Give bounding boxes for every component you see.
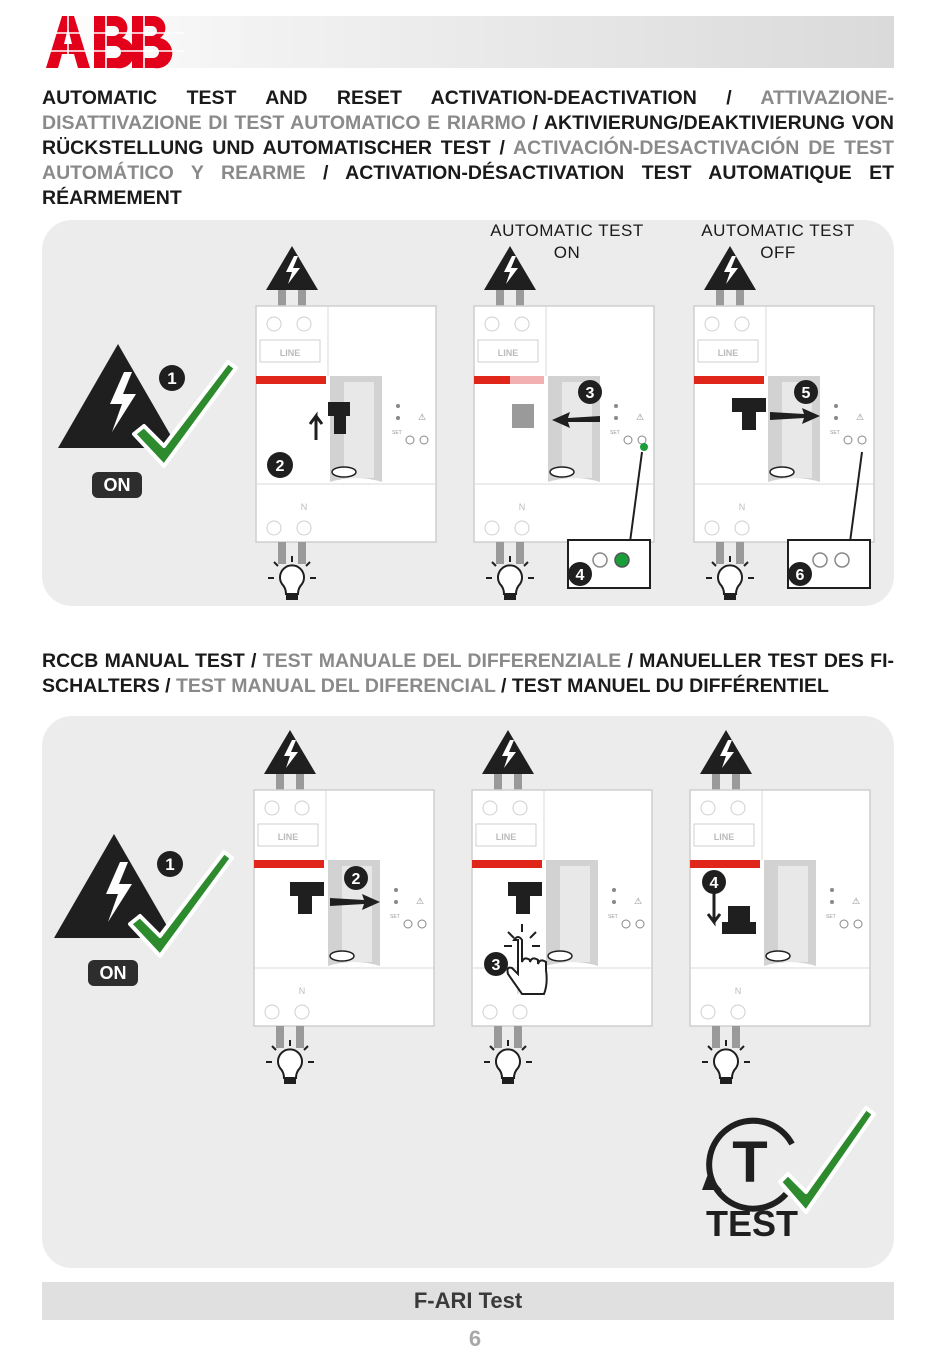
shock-warning-check-icon xyxy=(52,828,252,973)
step-6-number: 6 xyxy=(795,567,805,584)
section1-panel xyxy=(42,220,894,606)
section1-segment: ACTIVACIÓN-DESACTIVACIÓN DE TEST AUTOMÁTICO Y REARME xyxy=(42,137,894,184)
abb-logo xyxy=(44,14,184,70)
section1-segment: ATTIVAZIONE-DISATTIVAZIONE DI TEST AUTOMATICO E RIARMO xyxy=(42,87,894,134)
section1-segment: / ACTIVATION-DÉSACTIVATION TEST AUTOMATIQUE ET RÉARMEMENT xyxy=(42,162,894,209)
step-2-number: 2 xyxy=(351,871,361,888)
footer-product-name: F-ARI Test xyxy=(413,1288,523,1313)
step-5-number: 5 xyxy=(801,385,811,402)
step-3-number: 3 xyxy=(585,385,595,402)
section2-segment: / MANUELLER TEST DES FI-SCHALTERS xyxy=(42,650,894,697)
breaker-device-press-test xyxy=(468,728,668,1088)
auto-test-off-label: AUTOMATIC TEST OFF xyxy=(701,221,855,262)
test-logo-check-icon xyxy=(702,1104,882,1244)
breaker-device-auto-off xyxy=(690,244,890,604)
step-1-number: 1 xyxy=(167,369,177,388)
footer-product-bar xyxy=(42,1282,894,1320)
section2-segment: / xyxy=(159,675,176,697)
section2-title xyxy=(42,649,894,699)
breaker-device-closed xyxy=(250,728,450,1088)
section1-segment: / xyxy=(696,87,761,109)
step-3-number: 3 xyxy=(491,957,501,974)
section2-segment: / xyxy=(244,650,263,672)
section2-panel xyxy=(42,716,894,1268)
step-4-number: 4 xyxy=(575,567,585,584)
section1-segment: / AKTIVIERUNG/DEAKTIVIERUNG VON RÜCKSTELLUNG UND AUTOMATISCHER TEST xyxy=(42,112,894,159)
on-badge: ON xyxy=(88,960,138,986)
test-logo-word: TEST xyxy=(705,1203,799,1244)
step-1-badge xyxy=(158,364,186,397)
section2-segment: / TEST MANUEL DU DIFFÉRENTIEL xyxy=(495,675,829,697)
breaker-device-tripped xyxy=(686,728,886,1088)
step-4-number: 4 xyxy=(709,875,719,892)
step-2-number: 2 xyxy=(275,458,285,475)
breaker-device-reset xyxy=(252,244,452,604)
section2-segment: RCCB MANUAL TEST xyxy=(42,650,245,672)
step-1-badge xyxy=(156,850,184,883)
page-number: 6 xyxy=(468,1326,482,1351)
shock-warning-check-icon xyxy=(56,338,256,483)
section1-segment: / xyxy=(490,137,514,159)
auto-test-on-label: AUTOMATIC TEST ON xyxy=(490,221,644,262)
test-logo-letter: T xyxy=(732,1130,768,1195)
section2-segment: TEST MANUALE DEL DIFFERENZIALE xyxy=(262,650,622,672)
section1-title xyxy=(42,86,894,211)
section1-segment: AUTOMATIC TEST AND RESET ACTIVATION-DEACTIVATION xyxy=(42,87,697,109)
section2-segment: TEST MANUAL DEL DIFERENCIAL xyxy=(176,675,496,697)
breaker-device-auto-on xyxy=(470,244,670,604)
step-1-number: 1 xyxy=(165,855,175,874)
on-badge: ON xyxy=(92,472,142,498)
